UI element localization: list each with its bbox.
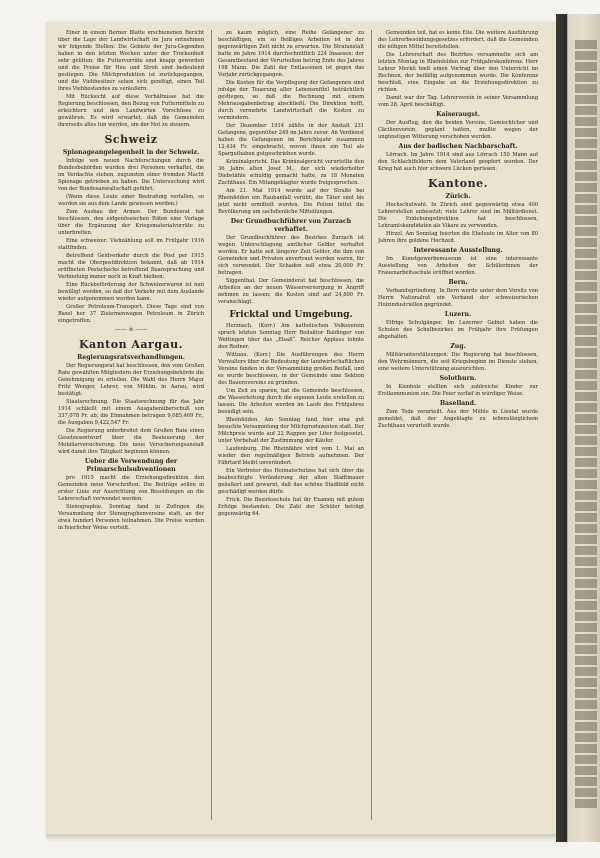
edge-text-line (575, 711, 597, 720)
article-paragraph: Der Dezember 1914 zählte in der Anstalt 231 Gefangene, gegenüber 249 im Jahre zuvor. An Verdienst haben die Gefangenen im Berichtsjahr zusammen 12,434 Fr. eingebracht, wovon ihnen ein Teil als Sparguthaben gutgeschrieben wurde. (218, 123, 364, 157)
page-bottom-shadow (46, 834, 558, 842)
article-paragraph: Siggenthal. Der Gemeinderat hat beschlossen, die Arbeiten an der neuen Wasserversorgung in Angriff nehmen zu lassen; die Kosten sind auf 24,800 Fr. veranschlagt. (218, 278, 364, 305)
edge-text-line (575, 40, 597, 49)
article-heading: Bern. (448, 279, 468, 286)
article-paragraph: Lörrach. Im Jahre 1914 sind aus Lörrach 150 Mann auf den Schlachtfeldern dem Vaterland geopfert worden. Der Krieg hat auch hier schwere Lücken gerissen. (378, 152, 538, 172)
edge-text-line (575, 788, 597, 797)
edge-text-line (575, 205, 597, 214)
article-heading: Baselland. (439, 400, 477, 407)
edge-text-line (575, 590, 597, 599)
edge-text-line (575, 722, 597, 731)
edge-text-line (575, 238, 597, 247)
article-heading: Luzern. (444, 311, 472, 318)
edge-text-line (575, 260, 597, 269)
edge-text-line (575, 359, 597, 368)
edge-text-line (575, 161, 597, 170)
article-paragraph: Laufenburg. Die Rheinfähre wird vom 1. Mai an wieder den regelmäßigen Betrieb aufnehmen. Der Fährtarif bleibt unverändert. (218, 446, 364, 466)
article-paragraph: Um Zeit zu sparen, hat die Gemeinde beschlossen, die Wasserleitung durch die eigenen Leute erstellen zu lassen. Die Arbeiten werden im Laufe des Frühjahres beendigt sein. (218, 388, 364, 415)
edge-text-line (575, 370, 597, 379)
article-heading: Solothurn. (439, 375, 477, 382)
ornament-divider: —— ※ —— (114, 326, 148, 333)
edge-text-line (575, 95, 597, 104)
edge-text-line (575, 62, 597, 71)
edge-text-line (575, 678, 597, 687)
edge-text-line (575, 84, 597, 93)
edge-text-line (575, 304, 597, 313)
article-heading: Ueber die Verwendung der Primarschulsubventionen (84, 458, 178, 473)
article-paragraph: Zum Tode verurteilt. Aus der Mühle in Liestal wurde gemeldet, daß der Angeklagte zu lebenslänglichem Zuchthaus verurteilt wurde. (378, 409, 538, 429)
edge-text-line (575, 491, 597, 500)
edge-text-line (575, 436, 597, 445)
section-subheading: Fricktal und Umgebung. (229, 310, 353, 320)
edge-text-line (575, 634, 597, 643)
edge-text-line (575, 249, 597, 258)
column-rule-2 (371, 30, 372, 820)
edge-text-line (575, 271, 597, 280)
edge-text-line (575, 557, 597, 566)
edge-text-line (575, 744, 597, 753)
article-heading: Interessante Ausstellung. (413, 247, 503, 254)
article-heading: Kaiseraugst. (436, 111, 480, 118)
edge-text-line (575, 315, 597, 324)
article-paragraph: Im Kunstgewerbemuseum ist eine interessante Ausstellung von Arbeiten der Schülerinnen der Frauenarbeitsschule eröffnet worden. (378, 256, 538, 276)
edge-text-line (575, 689, 597, 698)
article-paragraph: zu kaum möglich, eine Reihe Gefangener zu beschäftigen, ein so fleißiges Arbeiten ist in der gegenwärtigen Zeit nicht zu erwarten. Die Strafanstalt hatte im Jahre 1914 durchschnittlich 224 Insassen; der Gesamtbestand der Verurteilten betrug Ende des Jahres 198 Mann. Die Zahl der Entlassenen ist gegen das Vorjahr zurückgegangen. (218, 30, 364, 78)
article-paragraph: Ein Vertreter des Heimatschutzes hat sich über die beabsichtigte Veränderung der alten Stadtmauer geäußert und gewarnt, daß das schöne Stadtbild nicht geschädigt werden dürfe. (218, 468, 364, 495)
edge-text-line (575, 568, 597, 577)
article-paragraph: Am 21. Mai 1914 wurde auf der Straße bei Rheinfelden ein Raubanfall verübt; die Täter sind bis jetzt nicht ermittelt worden. Die Polizei bittet die Bevölkerung um sachdienliche Mitteilungen. (218, 188, 364, 215)
article-paragraph: Der Ausflug, den die beiden Vereine, Gemischtchor und Cäcilienverein, geplant hatten, mußte wegen der ungünstigen Witterung verschoben werden. (378, 120, 538, 140)
edge-text-line (575, 106, 597, 115)
edge-text-line (575, 194, 597, 203)
article-heading: Regierungsratsverhandlungen. (77, 354, 185, 361)
section-heading: Kantone. (428, 177, 488, 190)
article-paragraph: Stenographie. Sonntag fand in Zofingen die Versammlung der Stenographenvereine statt, an der etwa hundert Personen teilnahmen. Die Preise wurden in feierlicher Weise verteilt. (58, 504, 204, 531)
article-paragraph: Staatsrechnung. Die Staatsrechnung für das Jahr 1914 schließt mit einem Ausgabenüberschuß von 337,078 Fr. ab; die Einnahmen betragen 9,085,469 Fr., die Ausgaben 9,422,547 Fr. (58, 399, 204, 426)
article-paragraph: Infolge von neuen Nachforschungen durch die Bundesbehörden wurden drei Personen verhaftet, die im Verdachte stehen, zugunsten einer fremden Macht Spionage getrieben zu haben. Die Untersuchung wird von der Bundesanwaltschaft geführt. (58, 158, 204, 192)
article-paragraph: Hochschulwahl. In Zürich sind gegenwärtig etwa 400 Lehrerstellen unbesetzt; viele Lehrer sind im Militärdienst. Die Erziehungsdirektion hat beschlossen, Lehramtskandidaten als Vikare zu verwenden. (378, 202, 538, 229)
edge-text-line (575, 128, 597, 137)
edge-text-line (575, 51, 597, 60)
edge-text-line (575, 150, 597, 159)
article-paragraph: Die Regierung unterbreitet dem Großen Rate einen Gesetzesentwurf über die Besteuerung der Mobiliarversicherung. Die neue Versicherungsanstalt wird damit ihre Tätigkeit beginnen können. (58, 428, 204, 455)
edge-text-line (575, 513, 597, 522)
edge-text-line (575, 381, 597, 390)
edge-text-line (575, 458, 597, 467)
article-paragraph: Mit Rücksicht auf diese Verhältnisse hat die Regierung beschlossen, den Bezug von Futtermitteln zu erleichtern und den Landwirten Vorschüsse zu gewähren. Es wird erwartet, daß die Gemeinden ihrerseits alles tun werden, um der Not zu steuern. (58, 94, 204, 128)
edge-text-line (575, 392, 597, 401)
article-paragraph: Gemeinden teil, hat es keine Eile. Die weitere Ausführung des Lehrerbesoldungsgesetzes erfordert, daß die Gemeinden die nötigen Mittel bereitstellen. (378, 30, 538, 50)
edge-text-line (575, 623, 597, 632)
edge-text-line (575, 755, 597, 764)
edge-text-line (575, 337, 597, 346)
article-paragraph: Die Kosten für die Verpflegung der Gefangenen sind infolge der Teuerung aller Lebensmittel beträchtlich gestiegen, so daß die Rechnung mit einem Mehrausgabenbetrag abschließt. Die Direktion hofft, durch vermehrte Landwirtschaft die Kosten zu vermindern. (218, 80, 364, 121)
article-paragraph: Der Grundbuchführer des Bezirkes Zurzach ist wegen Unterschlagung amtlicher Gelder verhaftet worden. Er hatte seit längerer Zeit Gelder, die ihm von Gemeinden und Privaten anvertraut worden waren, für sich verwendet. Der Schaden soll etwa 20,000 Fr. betragen. (218, 235, 364, 276)
article-paragraph: Großer Petroleum-Transport. Diese Tage sind von Basel her 37 Zisternenwagen Petroleum in Zürich eingetroffen. (58, 304, 204, 324)
edge-text-line (575, 524, 597, 533)
article-paragraph: Herznach. (Korr.) Am katholischen Volksverein sprach letzten Sonntag Herr Redaktor Baldinger von Wettingen über das „Elsaß“. Reicher Applaus lohnte den Redner. (218, 323, 364, 350)
edge-text-line (575, 799, 597, 808)
article-heading: Aus der badischen Nachbarschaft. (398, 143, 518, 150)
article-paragraph: (Wenn diese Leute einer Bestrafung verfallen, so werden sie aus dem Lande gewiesen werden.) (58, 194, 204, 207)
article-paragraph: Hirzel. Am Sonntag feierten die Eheleute im Alter von 80 Jahren ihre goldene Hochzeit. (378, 231, 538, 244)
edge-text-line (575, 766, 597, 775)
edge-text-line (575, 502, 597, 511)
edge-text-line (575, 777, 597, 786)
next-page-edge (572, 40, 600, 820)
article-paragraph: Eine schweizer. Viehzählung soll im Frühjahr 1916 stattfinden. (58, 238, 204, 251)
article-paragraph: Eifrige Schulgänger. Im Luzerner Gebiet haben die Schulen des Schulbezirkes im Frühjahr ihre Prüfungen abgehalten. (378, 320, 538, 340)
article-paragraph: Wittnau. (Korr.) Die Ausführungen des Herrn Verwalters über die Bedeutung der landwirtschaftlichen Vereine fanden in der Versammlung großen Beifall, und es wurde beschlossen, in der Gemeinde eine Sektion des Bauernvereins zu gründen. (218, 352, 364, 386)
edge-text-line (575, 348, 597, 357)
edge-text-line (575, 139, 597, 148)
article-paragraph: Der Regierungsrat hat beschlossen, den vom Großen Rate gewählten Mitgliedern der Erziehungsbehörde die Genehmigung zu erteilen. Die Wahl des Herrn Major Fritz Wenger, Lehrer, von Möhlin, in Aarau, wird bestätigt. (58, 363, 204, 397)
edge-text-line (575, 480, 597, 489)
article-paragraph: Einer in einem Berner Blatte erschienenen Bericht über die Lage der Landwirtschaft im Jura entnehmen wir folgende Stellen: Die Gebiete der Jura-Gegenden haben in den letzten Wochen unter der Trockenheit sehr gelitten; die Futtervorräte sind knapp geworden und die Preise für Heu und Stroh sind bedeutend gestiegen. Die Milchproduktion ist zurückgegangen, und die Viehbesitzer sehen sich genötigt, einen Teil ihres Viehbestandes zu veräußern. (58, 30, 204, 92)
article-paragraph: pro 1915 macht die Erziehungsdirektion den Gemeinden neue Vorschriften. Die Beiträge sollen in erster Linie zur Ausrichtung von Besoldungen an die Lehrerschaft verwendet werden. (58, 475, 204, 502)
column-3 (378, 30, 538, 822)
column-rule-1 (211, 30, 212, 820)
section-heading: Kanton Aargau. (78, 338, 184, 351)
edge-text-line (575, 667, 597, 676)
edge-text-line (575, 733, 597, 742)
article-paragraph: Militärunterstützungen. Die Regierung hat beschlossen, den Wehrmännern, die seit Kriegsbeginn im Dienste stehen, eine weitere Unterstützung auszurichten. (378, 352, 538, 372)
article-heading: Spionageangelegenheit in der Schweiz. (62, 149, 200, 156)
article-paragraph: Zum Ausbau der Armee. Der Bundesrat hat beschlossen, den eidgenössischen Räten eine Vorlage über die Ergänzung der Kriegsmaterialvorräte zu unterbreiten. (58, 209, 204, 236)
edge-text-line (575, 227, 597, 236)
article-paragraph: Damit war der Tag. Lehrerverein in seiner Versammlung vom 28. April beschäftigt. (378, 95, 538, 108)
article-heading: Zürich. (445, 193, 471, 200)
edge-text-line (575, 183, 597, 192)
article-paragraph: Verbandsgründung. In Bern wurde unter dem Vorsitz von Herrn Nationalrat ein Verband der schweizerischen Holzindustriellen gegründet. (378, 288, 538, 308)
edge-text-line (575, 447, 597, 456)
edge-text-line (575, 326, 597, 335)
article-paragraph: In Kienholz stellten sich zahlreiche Kinder zur Erstkommunion ein. Die Feier verlief in würdiger Weise. (378, 384, 538, 397)
article-paragraph: Kriminalgericht. Das Kriminalgericht verurteilte den 36 Jahre alten Josef M., der sich wiederholter Diebstähle schuldig gemacht hatte, zu 18 Monaten Zuchthaus. Ein Mitangeklagter wurde freigesprochen. (218, 159, 364, 186)
edge-text-line (575, 612, 597, 621)
column-2 (218, 30, 364, 822)
article-heading: Zug. (450, 343, 466, 350)
section-heading: Schweiz (104, 133, 158, 146)
edge-text-line (575, 172, 597, 181)
edge-text-line (575, 403, 597, 412)
article-paragraph: Die Lehrerschaft des Bezirkes versammelte sich am letzten Montag in Rheinfelden zur Frühjahrskonferenz. Herr Lehrer Merkli hielt einen Vortrag über den Unterricht im Rechnen, der beifällig aufgenommen wurde. Die Konferenz beschloß, eine Eingabe an die Erziehungsdirektion zu richten. (378, 52, 538, 93)
edge-text-line (575, 579, 597, 588)
column-1 (58, 30, 204, 822)
edge-text-line (575, 117, 597, 126)
edge-text-line (575, 414, 597, 423)
edge-text-line (575, 535, 597, 544)
edge-text-line (575, 293, 597, 302)
edge-text-line (575, 546, 597, 555)
article-paragraph: Betreffend Geldverkehr durch die Post per 1915 macht die Oberpostdirektion bekannt, daß ab 1914 eröffneten Postschecks betreffend Beanspruchung und Verbindung immer noch in Kraft bleiben. (58, 253, 204, 280)
edge-text-line (575, 282, 597, 291)
edge-text-line (575, 645, 597, 654)
edge-text-line (575, 216, 597, 225)
edge-text-line (575, 73, 597, 82)
article-paragraph: Frick. Die Bezirksschule hat ihr Examen mit gutem Erfolge bestanden. Die Zahl der Schüler beträgt gegenwärtig 64. (218, 497, 364, 517)
edge-text-line (575, 425, 597, 434)
article-paragraph: Eine Rückbeförderung der Schweizerwaren ist nun bewilligt worden, so daß der Verkehr mit dem Auslande wieder aufgenommen werden kann. (58, 282, 204, 302)
edge-text-line (575, 700, 597, 709)
article-paragraph: Rheinfelden. Am Sonntag fand hier eine gut besuchte Versammlung der Milchproduzenten statt. Der Milchpreis wurde auf 22 Rappen per Liter festgesetzt, unter Vorbehalt der Zustimmung der Käufer. (218, 417, 364, 444)
edge-text-line (575, 656, 597, 665)
edge-text-line (575, 469, 597, 478)
edge-text-line (575, 601, 597, 610)
article-heading: Der Grundbuchführer von Zurzach verhaftet. (230, 218, 352, 233)
